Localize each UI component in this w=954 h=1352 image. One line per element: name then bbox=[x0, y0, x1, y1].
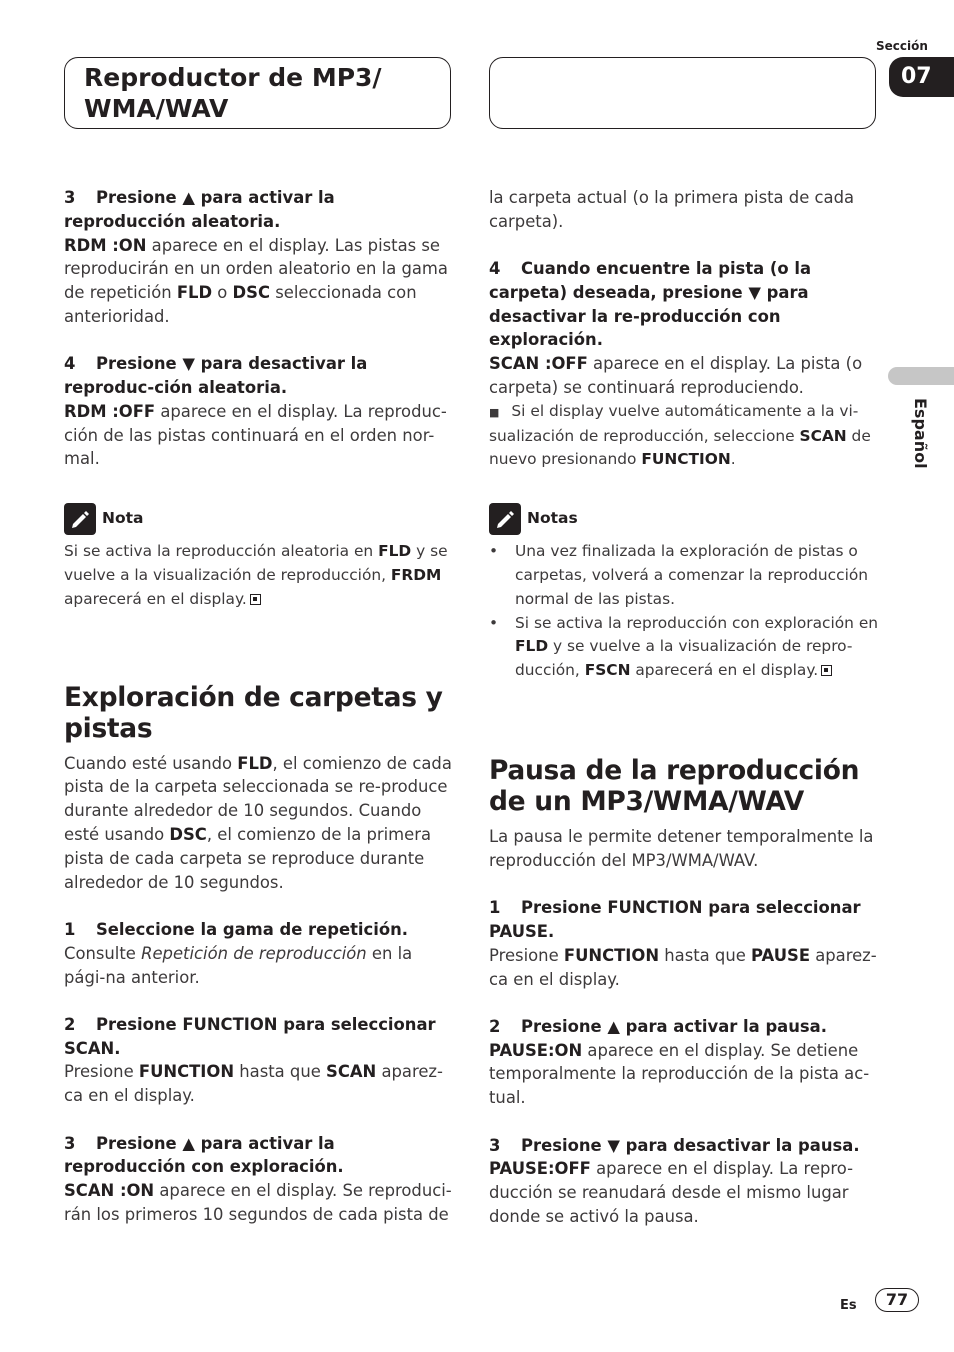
page-number: 77 bbox=[875, 1288, 919, 1312]
step-body: SCAN :OFF aparece en el display. La pista (o carpeta) se continuará reproduciendo. bbox=[489, 354, 863, 398]
end-mark-icon bbox=[821, 665, 832, 676]
pencil-icon bbox=[64, 503, 96, 535]
right-column bbox=[489, 186, 881, 1229]
note-item: • Si se activa la reproducción con exploración en FLD y se vuelve a la visualización de repro-ducción, FSCN aparecerá en el display. bbox=[489, 613, 879, 680]
pencil-icon bbox=[489, 503, 521, 535]
step-body: Consulte Repetición de reproducción en la pági-na anterior. bbox=[64, 943, 413, 987]
step-body: RDM :OFF aparece en el display. La reproduc-ción de las pistas continuará en el orden nor-mal. bbox=[64, 401, 447, 469]
page-title: Reproductor de MP3/ WMA/WAV bbox=[84, 63, 382, 123]
square-bullet-icon: ■ bbox=[489, 405, 500, 419]
step-heading: 3 Presione ▲ para activar la reproducción con exploración. bbox=[64, 1133, 344, 1177]
note-text: Si se activa la reproducción aleatoria en FLD y se vuelve a la visualización de reproducción, FRDM aparecerá en el display. bbox=[64, 542, 448, 608]
step-body: Presione FUNCTION hasta que PAUSE aparez-ca en el display. bbox=[489, 945, 877, 989]
section-intro: Cuando esté usando FLD, el comienzo de cada pista de la carpeta seleccionada se re-produce durante alrededor de 10 segundos. Cuando esté usando DSC, el comienzo de la primera pista de cada carpeta se reproduce durante alrededor de 10 segundos. bbox=[64, 753, 452, 892]
square-bullet-note: ■ Si el display vuelve automáticamente a la vi-sualización de reproducción, seleccione SCAN de nuevo presionando FUNCTION. bbox=[489, 401, 871, 469]
section-heading: Exploración de carpetas y pistas bbox=[64, 681, 443, 744]
section-intro: La pausa le permite detener temporalmente la reproducción del MP3/WMA/WAV. bbox=[489, 827, 874, 870]
section-heading: Pausa de la reproducción de un MP3/WMA/WAV bbox=[489, 755, 860, 818]
language-code: Es bbox=[840, 1298, 857, 1313]
step-body: PAUSE:OFF aparece en el display. La repro-ducción se reanudará desde el mismo lugar donde se activó la pausa. bbox=[489, 1159, 854, 1226]
left-column bbox=[64, 186, 456, 1227]
step-heading: 2 Presione ▲ para activar la pausa. bbox=[489, 1016, 827, 1036]
step-heading: 2 Presione FUNCTION para seleccionar SCAN. bbox=[64, 1014, 436, 1058]
section-label: Sección bbox=[876, 39, 928, 53]
step-body: RDM :ON aparece en el display. Las pistas se reproducirán en un orden aleatorio en la gama de repetición FLD o DSC seleccionada con anterioridad. bbox=[64, 235, 448, 326]
language-label: Español bbox=[911, 398, 930, 469]
note-heading: Nota bbox=[64, 503, 456, 535]
step-heading: 1 Seleccione la gama de repetición. bbox=[64, 919, 409, 939]
language-tab bbox=[888, 367, 954, 385]
step-body: SCAN :ON aparece en el display. Se reproduci-rán los primeros 10 segundos de cada pista de bbox=[64, 1181, 452, 1224]
note-item: • Una vez finalizada la exploración de pistas o carpetas, volverá a comenzar la reproducción normal de las pistas. bbox=[489, 542, 869, 608]
notes-heading: Notas bbox=[489, 503, 881, 535]
step-body: Presione FUNCTION hasta que SCAN aparez-ca en el display. bbox=[64, 1062, 443, 1106]
step-heading: 4 Cuando encuentre la pista (o la carpeta) deseada, presione ▼ para desactivar la re-producción con exploración. bbox=[489, 259, 812, 350]
step-heading: 4 Presione ▼ para desactivar la reproduc-ción aleatoria. bbox=[64, 354, 368, 398]
step-heading: 3 Presione ▼ para desactivar la pausa. bbox=[489, 1135, 860, 1155]
step-body: PAUSE:ON aparece en el display. Se detiene temporalmente la reproducción de la pista ac-tual. bbox=[489, 1040, 870, 1108]
header-empty-box bbox=[489, 57, 876, 129]
step-heading: 3 Presione ▲ para activar la reproducción aleatoria. bbox=[64, 188, 335, 231]
end-mark-icon bbox=[250, 594, 261, 605]
step-heading: 1 Presione FUNCTION para seleccionar PAUSE. bbox=[489, 898, 861, 941]
section-number-tab: 07 bbox=[889, 57, 954, 97]
continued-text: la carpeta actual (o la primera pista de cada carpeta). bbox=[489, 188, 855, 231]
